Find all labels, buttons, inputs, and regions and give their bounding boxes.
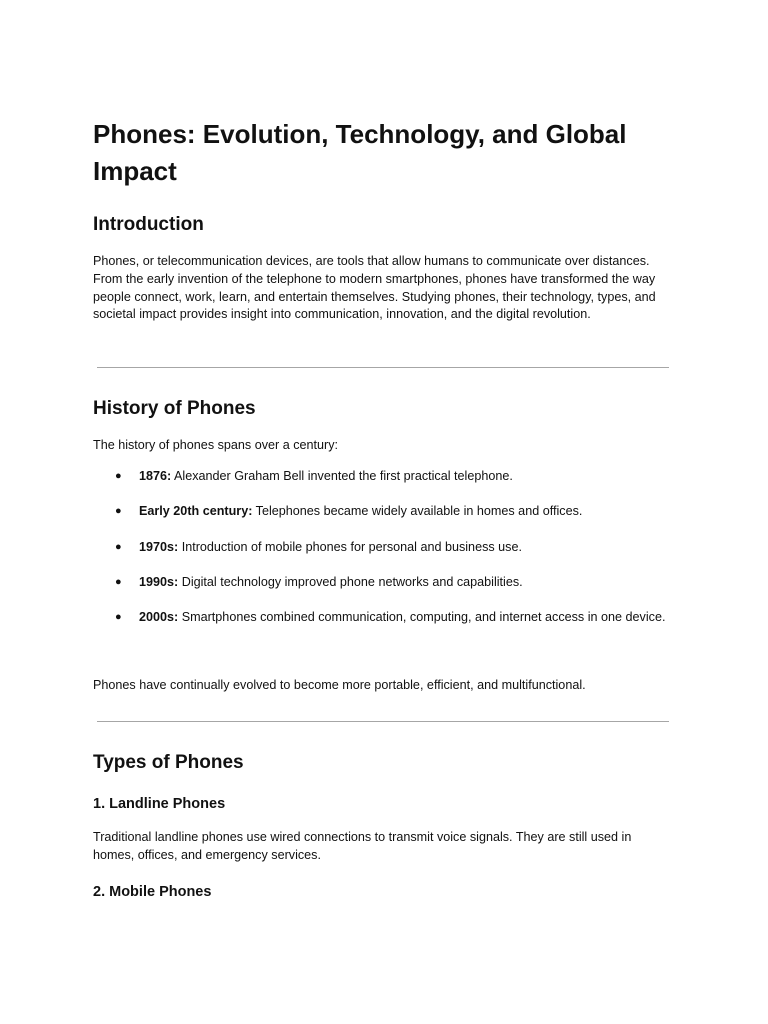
document-title: Phones: Evolution, Technology, and Global Impact — [93, 119, 627, 186]
timeline-text: Alexander Graham Bell invented the first practical telephone. — [171, 469, 513, 483]
types-heading: Types of Phones — [93, 752, 244, 773]
timeline-term: 1876: — [139, 469, 172, 483]
list-item — [93, 468, 673, 486]
introduction-heading: Introduction — [93, 214, 204, 235]
landline-paragraph: Traditional landline phones use wired connections to transmit voice signals. They are still used in homes, offices, and emergency services. — [93, 830, 632, 862]
section-divider — [97, 721, 669, 722]
history-timeline-list — [93, 468, 673, 644]
introduction-paragraph: Phones, or telecommunication devices, are tools that allow humans to communicate over distances. From the early invention of the telephone to modern smartphones, phones have transformed the way people connect, work, learn, and entertain themselves. Studying phones, their technology, types, and societal impact provides insight into communication, innovation, and the digital revolution. — [93, 254, 656, 322]
list-item — [93, 609, 673, 627]
timeline-text: Telephones became widely available in homes and offices. — [252, 504, 583, 519]
timeline-text: Introduction of mobile phones for personal and business use. — [178, 539, 522, 554]
timeline-term: Early 20th century: — [139, 504, 253, 519]
bullet-icon: ● — [115, 505, 122, 518]
timeline-term: 1970s: — [139, 539, 179, 554]
timeline-text: Digital technology improved phone networks and capabilities. — [178, 574, 523, 589]
bullet-icon: ● — [115, 611, 122, 624]
timeline-term: 1990s: — [139, 574, 179, 589]
bullet-icon: ● — [115, 470, 122, 482]
timeline-term: 2000s: — [139, 610, 179, 625]
history-heading: History of Phones — [93, 398, 256, 419]
list-item — [93, 539, 673, 557]
bullet-icon: ● — [115, 575, 122, 588]
timeline-text: Smartphones combined communication, computing, and internet access in one device. — [178, 610, 666, 625]
section-divider — [97, 367, 669, 368]
mobile-heading: 2. Mobile Phones — [93, 884, 212, 900]
landline-heading: 1. Landline Phones — [93, 796, 226, 812]
history-lead: The history of phones spans over a century: — [93, 438, 339, 452]
list-item — [93, 574, 673, 592]
list-item — [93, 503, 673, 521]
history-closing: Phones have continually evolved to become more portable, efficient, and multifunctional. — [93, 678, 586, 692]
bullet-icon: ● — [115, 540, 122, 553]
